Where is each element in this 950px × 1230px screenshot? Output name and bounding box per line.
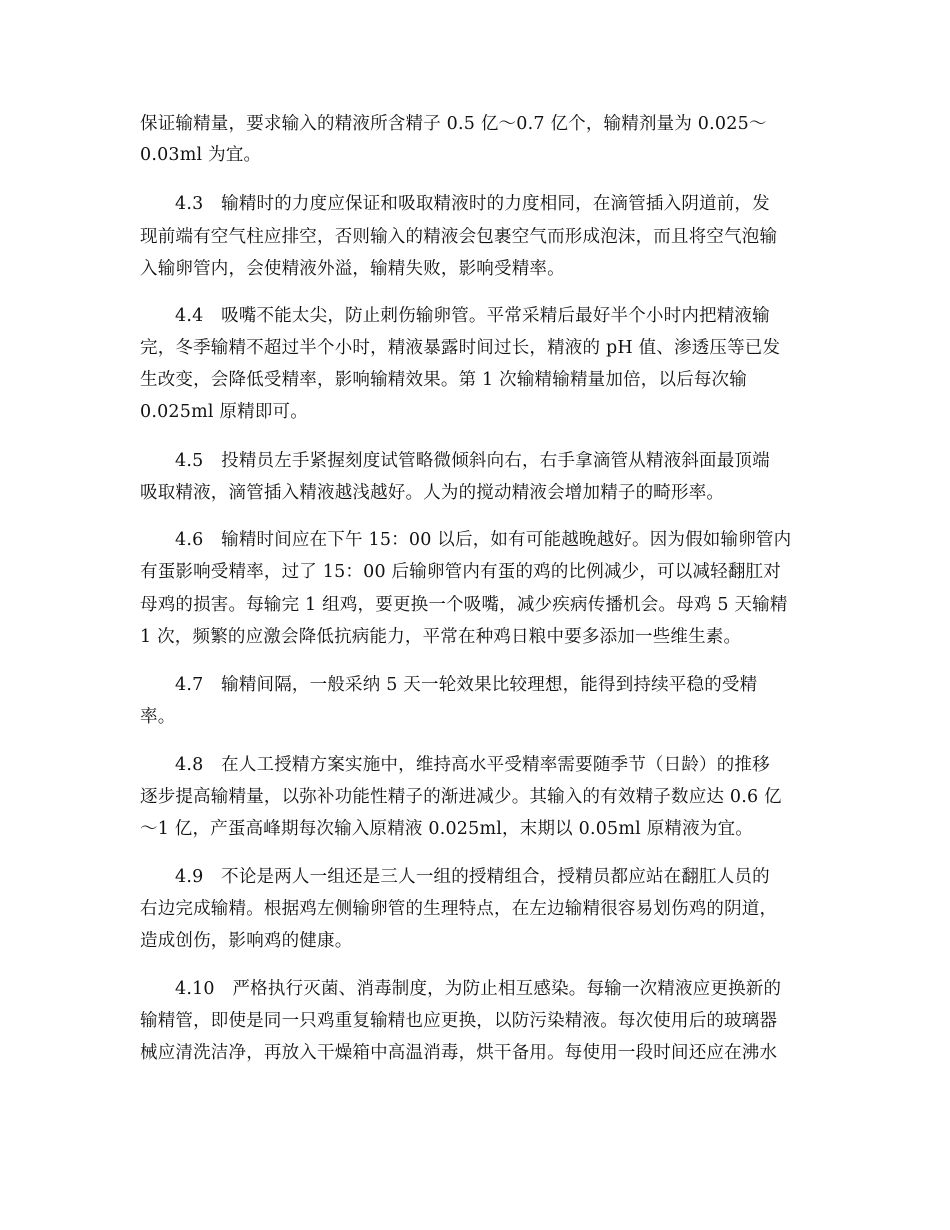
paragraph-4-8-line: 4.8 在人工授精方案实施中，维持高水平受精率需要随季节（日龄）的推移 xyxy=(175,755,770,775)
paragraph-4-5-line: 4.5 投精员左手紧握刻度试管略微倾斜向右，右手拿滴管从精液斜面最顶端 xyxy=(175,451,770,471)
paragraph-4-3-line: 4.3 输精时的力度应保证和吸取精液时的力度相同，在滴管插入阴道前，发 xyxy=(175,194,770,214)
text-line: 现前端有空气柱应排空，否则输入的精液会包裹空气而形成泡沫，而且将空气泡输 xyxy=(140,227,778,247)
text-line: 入输卵管内，会使精液外溢，输精失败，影响受精率。 xyxy=(140,259,565,279)
text-line: 造成创伤，影响鸡的健康。 xyxy=(140,931,353,951)
paragraph-4-6-line: 4.6 输精时间应在下午 15：00 以后，如有可能越晚越好。因为假如输卵管内 xyxy=(175,530,792,550)
paragraph-4-7-line: 4.7 输精间隔，一般采纳 5 天一轮效果比较理想，能得到持续平稳的受精 xyxy=(175,675,758,695)
text-line: 完，冬季输精不超过半个小时，精液暴露时间过长，精液的 pH 值、渗透压等已发 xyxy=(140,338,781,358)
text-line: 0.03ml 为宜。 xyxy=(140,145,262,165)
text-line: 右边完成输精。根据鸡左侧输卵管的生理特点，在左边输精很容易划伤鸡的阴道， xyxy=(140,899,778,919)
text-line: 0.025ml 原精即可。 xyxy=(140,402,308,422)
text-line: 1 次，频繁的应激会降低抗病能力，平常在种鸡日粮中要多添加一些维生素。 xyxy=(140,627,742,647)
paragraph-4-10-line: 4.10 严格执行灭菌、消毒制度，为防止相互感染。每输一次精液应更换新的 xyxy=(175,979,782,999)
text-line: 械应清洗洁净，再放入干燥箱中高温消毒，烘干备用。每使用一段时间还应在沸水 xyxy=(140,1043,778,1063)
text-line: 保证输精量，要求输入的精液所含精子 0.5 亿～0.7 亿个，输精剂量为 0.025～ xyxy=(140,114,767,134)
text-line: 有蛋影响受精率，过了 15：00 后输卵管内有蛋的鸡的比例减少，可以减轻翻肛对 xyxy=(140,562,781,582)
text-line: 输精管，即使是同一只鸡重复输精也应更换，以防污染精液。每次使用后的玻璃器 xyxy=(140,1011,778,1031)
text-line: 生改变，会降低受精率，影响输精效果。第 1 次输精输精量加倍，以后每次输 xyxy=(140,370,747,390)
paragraph-4-4-line: 4.4 吸嘴不能太尖，防止刺伤输卵管。平常采精后最好半个小时内把精液输 xyxy=(175,306,770,326)
text-line: ～1 亿，产蛋高峰期每次输入原精液 0.025ml，末期以 0.05ml 原精液为宜。 xyxy=(140,819,753,839)
text-line: 母鸡的损害。每输完 1 组鸡，要更换一个吸嘴，减少疾病传播机会。母鸡 5 天输精 xyxy=(140,595,788,615)
text-line: 率。 xyxy=(140,707,176,727)
text-line: 逐步提高输精量，以弥补功能性精子的渐进减少。其输入的有效精子数应达 0.6 亿 xyxy=(140,787,782,807)
paragraph-4-9-line: 4.9 不论是两人一组还是三人一组的授精组合，授精员都应站在翻肛人员的 xyxy=(175,867,770,887)
text-line: 吸取精液，滴管插入精液越浅越好。人为的搅动精液会增加精子的畸形率。 xyxy=(140,483,725,503)
